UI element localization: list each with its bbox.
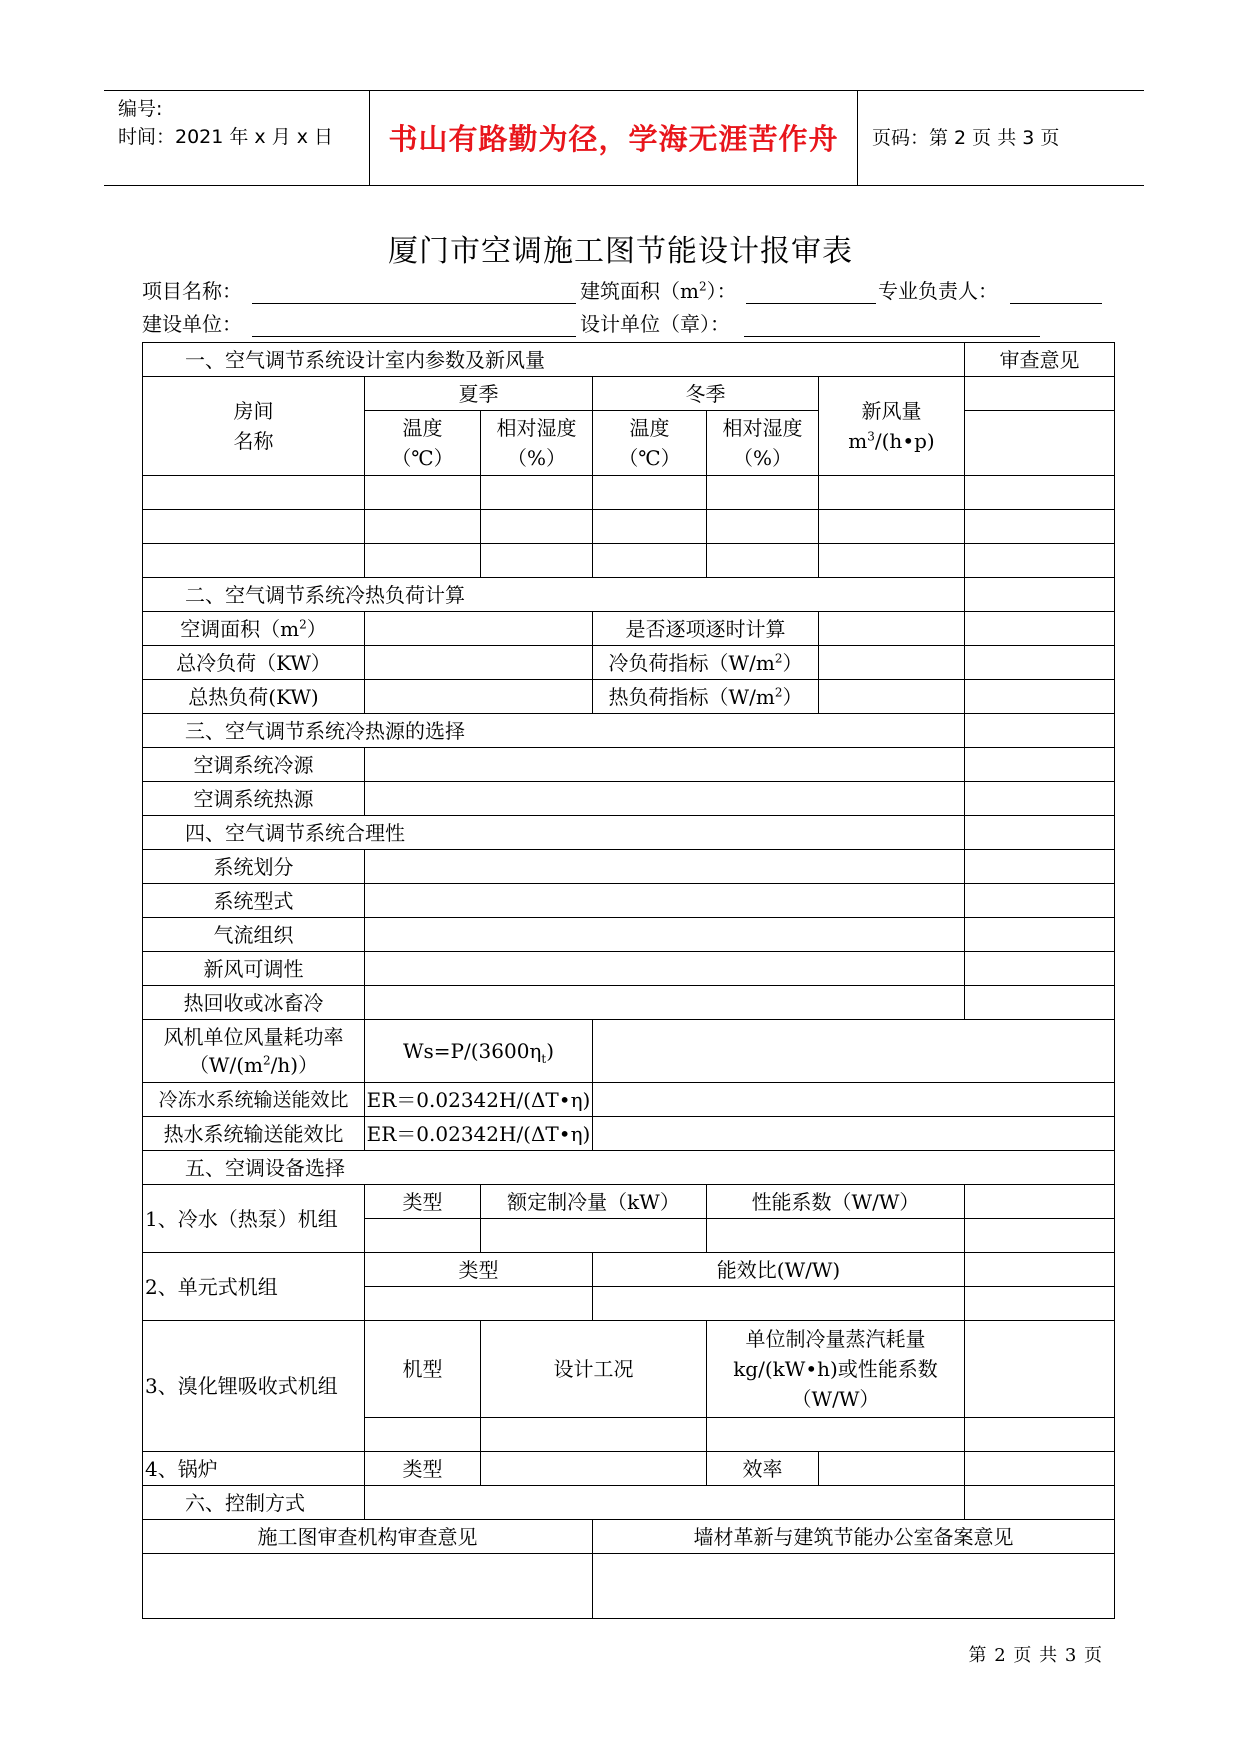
review-form-table bbox=[142, 342, 1115, 1619]
steam-text: 单位制冷量蒸汽耗量 bbox=[745, 1327, 926, 1351]
type-header: 类型 bbox=[365, 1185, 481, 1219]
rh-label: 相对湿度 bbox=[496, 416, 577, 440]
fresh-air-header bbox=[819, 377, 965, 476]
fan-power-formula: $Ws=P/(3600\eta_t)$ bbox=[365, 1020, 593, 1083]
fan-power-text: 风机单位风量耗功率 bbox=[163, 1025, 344, 1049]
summer-header: 夏季 bbox=[365, 377, 593, 411]
heat-index-label: 热负荷指标$(W/m^2)$ bbox=[593, 680, 819, 714]
libr-label: 3、溴化锂吸收式机组 bbox=[143, 1321, 365, 1452]
design-condition-header: 设计工况 bbox=[481, 1321, 707, 1418]
input-cell[interactable] bbox=[819, 1452, 965, 1486]
building-area-label: 建筑面积$(m^2)$： bbox=[580, 279, 737, 303]
input-cell[interactable] bbox=[365, 986, 965, 1020]
fresh-air-label: 新风量 bbox=[861, 399, 922, 423]
winter-rh-header bbox=[707, 411, 819, 476]
input-cell[interactable] bbox=[481, 1418, 707, 1452]
review-cell[interactable] bbox=[965, 1452, 1115, 1486]
design-unit-field[interactable] bbox=[744, 336, 1040, 337]
input-cell[interactable] bbox=[593, 1117, 1115, 1151]
construction-unit-field[interactable] bbox=[252, 336, 576, 337]
model-header: 机型 bbox=[365, 1321, 481, 1418]
heat-recovery-label: 热回收或冰畜冷 bbox=[143, 986, 365, 1020]
rated-capacity-header: 额定制冷量（kW） bbox=[481, 1185, 707, 1219]
section-6-title: 六、控制方式 bbox=[143, 1486, 365, 1520]
input-cell[interactable] bbox=[481, 544, 593, 578]
input-cell[interactable] bbox=[707, 476, 819, 510]
efficiency-header: 效率 bbox=[707, 1452, 819, 1486]
system-division-label: 系统划分 bbox=[143, 850, 365, 884]
cold-source-label: 空调系统冷源 bbox=[143, 748, 365, 782]
input-cell[interactable] bbox=[593, 1020, 1115, 1083]
input-cell[interactable] bbox=[365, 782, 965, 816]
review-cell[interactable] bbox=[965, 782, 1115, 816]
review-cell[interactable] bbox=[965, 510, 1115, 544]
input-cell[interactable] bbox=[481, 1452, 707, 1486]
summer-temp-header bbox=[365, 411, 481, 476]
review-cell[interactable] bbox=[965, 377, 1115, 411]
review-cell[interactable] bbox=[965, 1219, 1115, 1253]
table-row bbox=[143, 544, 1115, 578]
hw-formula: ER＝0.02342H/(ΔT•η) bbox=[365, 1117, 593, 1151]
unitary-label: 2、单元式机组 bbox=[143, 1253, 365, 1321]
input-cell[interactable] bbox=[819, 646, 965, 680]
rh-unit: （%） bbox=[732, 446, 792, 470]
item-by-item-label: 是否逐项逐时计算 bbox=[593, 612, 819, 646]
airflow-label: 气流组织 bbox=[143, 918, 365, 952]
filing-office-header: 墙材革新与建筑节能办公室备案意见 bbox=[593, 1520, 1115, 1554]
input-cell[interactable] bbox=[707, 1418, 965, 1452]
input-cell[interactable] bbox=[365, 1418, 481, 1452]
input-cell[interactable] bbox=[707, 1219, 965, 1253]
responsible-label: 专业负责人： bbox=[878, 279, 998, 303]
responsible-field[interactable] bbox=[1010, 303, 1102, 304]
page-footer: 第 2 页 共 3 页 bbox=[968, 1645, 1103, 1666]
review-cell[interactable] bbox=[965, 986, 1115, 1020]
review-cell[interactable] bbox=[965, 578, 1115, 612]
project-name-field[interactable] bbox=[252, 303, 576, 304]
design-unit-label: 设计单位（章）： bbox=[580, 312, 730, 336]
temp-unit: （℃） bbox=[618, 446, 681, 470]
chw-formula: ER＝0.02342H/(ΔT•η) bbox=[365, 1083, 593, 1117]
review-cell[interactable] bbox=[965, 1418, 1115, 1452]
table-row bbox=[143, 510, 1115, 544]
input-cell[interactable] bbox=[365, 748, 965, 782]
input-cell[interactable] bbox=[365, 544, 481, 578]
room-name-header bbox=[143, 377, 365, 476]
input-cell[interactable] bbox=[365, 1219, 481, 1253]
input-cell[interactable] bbox=[143, 544, 365, 578]
input-cell[interactable] bbox=[365, 884, 965, 918]
review-cell[interactable] bbox=[965, 1321, 1115, 1418]
fan-power-label bbox=[143, 1020, 365, 1083]
chiller-label: 1、冷水（热泵）机组 bbox=[143, 1185, 365, 1253]
page-title: 厦门市空调施工图节能设计报审表 bbox=[388, 234, 853, 269]
header-motto: 书山有路勤为径，学海无涯苦作舟 bbox=[388, 122, 839, 156]
type-header: 类型 bbox=[365, 1452, 481, 1486]
input-cell[interactable] bbox=[707, 510, 819, 544]
total-heat-label: 总热负荷(KW) bbox=[143, 680, 365, 714]
review-cell[interactable] bbox=[965, 1287, 1115, 1321]
rh-label: 相对湿度 bbox=[722, 416, 803, 440]
winter-temp-header bbox=[593, 411, 707, 476]
input-cell[interactable] bbox=[819, 680, 965, 714]
room-label-2: 名称 bbox=[233, 429, 274, 453]
review-cell[interactable] bbox=[965, 1486, 1115, 1520]
input-cell[interactable] bbox=[365, 476, 481, 510]
review-cell[interactable] bbox=[965, 476, 1115, 510]
input-cell[interactable] bbox=[707, 544, 819, 578]
room-label: 房间 bbox=[233, 399, 274, 423]
review-cell[interactable] bbox=[965, 850, 1115, 884]
review-cell[interactable] bbox=[965, 918, 1115, 952]
review-cell[interactable] bbox=[965, 884, 1115, 918]
temp-unit: （℃） bbox=[391, 446, 454, 470]
boiler-label: 4、锅炉 bbox=[143, 1452, 365, 1486]
input-cell[interactable] bbox=[819, 476, 965, 510]
input-cell[interactable] bbox=[365, 510, 481, 544]
input-cell[interactable] bbox=[143, 476, 365, 510]
chw-label: 冷冻水系统输送能效比 bbox=[143, 1083, 365, 1117]
review-cell[interactable] bbox=[965, 1253, 1115, 1287]
steam-text-3: （W/W） bbox=[791, 1387, 880, 1411]
heat-source-label: 空调系统热源 bbox=[143, 782, 365, 816]
section-1-title: 一、空气调节系统设计室内参数及新风量 bbox=[143, 343, 965, 377]
project-name-label: 项目名称： bbox=[142, 279, 242, 303]
input-cell[interactable] bbox=[365, 1486, 965, 1520]
type-header: 类型 bbox=[365, 1253, 593, 1287]
input-cell[interactable] bbox=[365, 612, 593, 646]
fresh-air-adjust-label: 新风可调性 bbox=[143, 952, 365, 986]
winter-header: 冬季 bbox=[593, 377, 819, 411]
filing-office-opinion[interactable] bbox=[593, 1554, 1115, 1619]
input-cell[interactable] bbox=[481, 510, 593, 544]
rh-unit: （%） bbox=[506, 446, 566, 470]
input-cell[interactable] bbox=[481, 1219, 707, 1253]
input-cell[interactable] bbox=[593, 1083, 1115, 1117]
review-cell[interactable] bbox=[965, 680, 1115, 714]
review-cell[interactable] bbox=[965, 1185, 1115, 1219]
header-page-label: 页码：第 2 页 共 3 页 bbox=[872, 127, 1060, 149]
review-cell[interactable] bbox=[965, 952, 1115, 986]
input-cell[interactable] bbox=[365, 1287, 593, 1321]
review-cell[interactable] bbox=[965, 816, 1115, 850]
number-label: 编号: bbox=[118, 98, 163, 120]
input-cell[interactable] bbox=[365, 680, 593, 714]
construction-unit-label: 建设单位： bbox=[142, 312, 242, 336]
fan-power-unit: $(W/(m^2/h))$ bbox=[188, 1053, 319, 1077]
eer-header: 能效比(W/W) bbox=[593, 1253, 965, 1287]
review-cell[interactable] bbox=[965, 544, 1115, 578]
temp-label: 温度 bbox=[629, 416, 670, 440]
input-cell[interactable] bbox=[143, 510, 365, 544]
ac-area-label: 空调面积$(m^2)$ bbox=[143, 612, 365, 646]
steam-consumption-header bbox=[707, 1321, 965, 1418]
input-cell[interactable] bbox=[365, 850, 965, 884]
input-cell[interactable] bbox=[365, 918, 965, 952]
page-header bbox=[104, 90, 1144, 186]
temp-label: 温度 bbox=[402, 416, 443, 440]
summer-rh-header bbox=[481, 411, 593, 476]
review-cell[interactable] bbox=[965, 411, 1115, 476]
input-cell[interactable] bbox=[819, 510, 965, 544]
header-meta bbox=[118, 95, 333, 151]
input-cell[interactable] bbox=[819, 612, 965, 646]
table-row bbox=[143, 476, 1115, 510]
review-cell[interactable] bbox=[965, 714, 1115, 748]
section-2-title: 二、空气调节系统冷热负荷计算 bbox=[143, 578, 965, 612]
header-divider bbox=[857, 91, 858, 185]
input-cell[interactable] bbox=[593, 1287, 965, 1321]
input-cell[interactable] bbox=[819, 544, 965, 578]
cop-header: 性能系数（W/W） bbox=[707, 1185, 965, 1219]
input-cell[interactable] bbox=[365, 646, 593, 680]
section-3-title: 三、空气调节系统冷热源的选择 bbox=[143, 714, 965, 748]
review-org-header: 施工图审查机构审查意见 bbox=[143, 1520, 593, 1554]
input-cell[interactable] bbox=[593, 544, 707, 578]
input-cell[interactable] bbox=[481, 476, 593, 510]
review-opinion-header: 审查意见 bbox=[965, 343, 1115, 377]
steam-text-2: kg/(kW•h)或性能系数 bbox=[733, 1357, 938, 1381]
time-label: 时间：2021 年 x 月 x 日 bbox=[118, 126, 334, 148]
system-type-label: 系统型式 bbox=[143, 884, 365, 918]
input-cell[interactable] bbox=[365, 952, 965, 986]
total-cool-label: 总冷负荷（KW） bbox=[143, 646, 365, 680]
cool-index-label: 冷负荷指标$(W/m^2)$ bbox=[593, 646, 819, 680]
review-cell[interactable] bbox=[965, 612, 1115, 646]
section-5-title: 五、空调设备选择 bbox=[143, 1151, 1115, 1185]
fresh-air-unit: $m^3/(h•p)$ bbox=[848, 429, 935, 453]
review-cell[interactable] bbox=[965, 748, 1115, 782]
review-org-opinion[interactable] bbox=[143, 1554, 593, 1619]
section-4-title: 四、空气调节系统合理性 bbox=[143, 816, 965, 850]
input-cell[interactable] bbox=[593, 476, 707, 510]
hw-label: 热水系统输送能效比 bbox=[143, 1117, 365, 1151]
building-area-field[interactable] bbox=[746, 303, 876, 304]
input-cell[interactable] bbox=[593, 510, 707, 544]
review-cell[interactable] bbox=[965, 646, 1115, 680]
